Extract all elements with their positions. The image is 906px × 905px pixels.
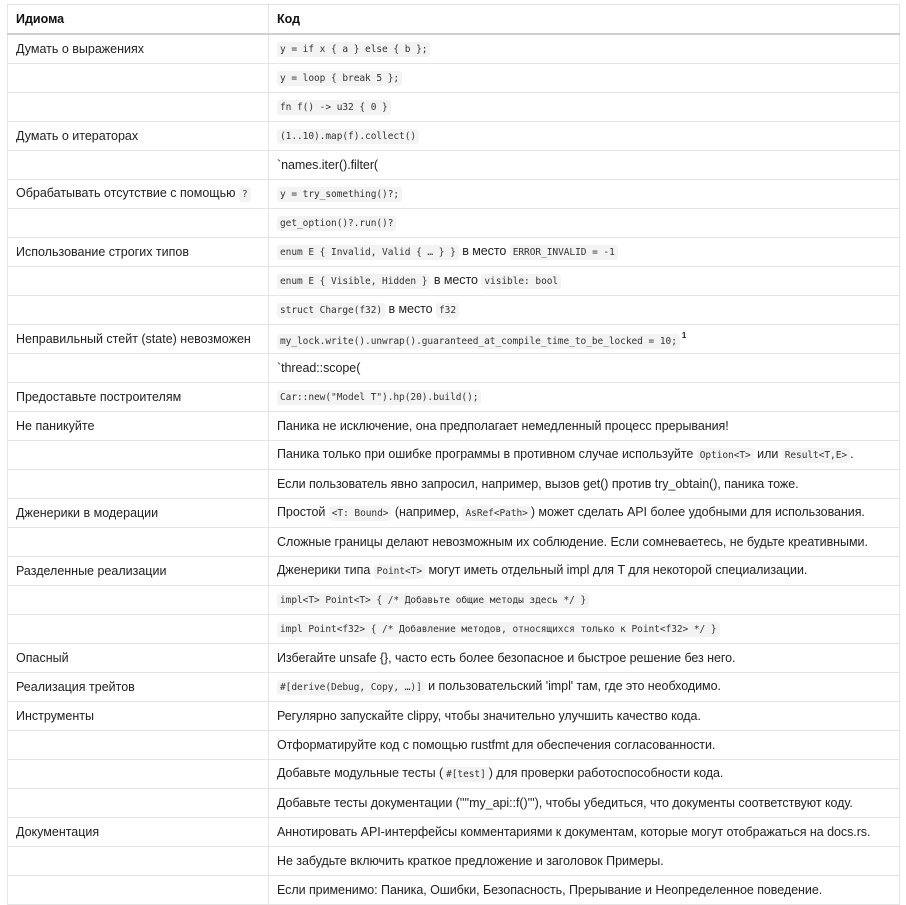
cell-text: `thread::scope(	[277, 361, 361, 375]
idiom-cell	[8, 34, 269, 64]
idiom-cell	[8, 499, 269, 528]
idiom-cell	[8, 267, 269, 296]
cell-text: Если применимо: Паника, Ошибки, Безопасность, Прерывание и Неопределенное поведение.	[277, 883, 823, 897]
code-cell	[269, 354, 900, 383]
idiom-cell	[8, 151, 269, 180]
idiom-inline-code: ?	[239, 187, 251, 202]
idiom-cell	[8, 354, 269, 383]
cell-text: Если пользователь явно запросил, например, вызов get() против try_obtain(), паника тоже.	[277, 477, 799, 491]
table-row	[8, 267, 900, 296]
idiom-cell	[8, 528, 269, 557]
code-cell	[269, 644, 900, 673]
table-body	[8, 34, 900, 905]
idiom-text: Инструменты	[16, 709, 94, 723]
table-row	[8, 818, 900, 847]
cell-text: .	[850, 447, 854, 461]
code-cell	[269, 876, 900, 905]
code-cell	[269, 441, 900, 470]
idiom-text: Дженерики в модерации	[16, 506, 159, 520]
cell-text: Аннотировать API-интерфейсы комментариями к документам, которые могут отображаться на docs.rs.	[277, 825, 871, 839]
idiom-cell	[8, 702, 269, 731]
inline-code: visible: bool	[481, 274, 561, 289]
code-cell	[269, 122, 900, 151]
code-cell	[269, 325, 900, 354]
idiom-cell	[8, 615, 269, 644]
table-row	[8, 702, 900, 731]
inline-code: struct Charge(f32)	[277, 303, 385, 318]
idiom-cell	[8, 209, 269, 238]
code-cell	[269, 34, 900, 64]
idiom-cell	[8, 180, 269, 209]
cell-text: Добавьте тесты документации (''''my_api::f()'''), чтобы убедиться, что документы соответствуют коду.	[277, 796, 853, 810]
inline-code: Car::new("Model T").hp(20).build();	[277, 390, 481, 405]
code-cell	[269, 586, 900, 615]
idiom-text: Документация	[16, 825, 100, 839]
inline-code: Point<T>	[374, 564, 425, 579]
table-row	[8, 296, 900, 325]
table-row	[8, 586, 900, 615]
table-row	[8, 760, 900, 789]
cell-text: Не забудьте включить краткое предложение и заголовок Примеры.	[277, 854, 664, 868]
cell-text: или	[753, 447, 782, 461]
code-cell	[269, 238, 900, 267]
code-cell	[269, 499, 900, 528]
table-row	[8, 209, 900, 238]
idiom-cell	[8, 760, 269, 789]
footnote-ref: 1	[681, 331, 687, 341]
idiom-cell	[8, 586, 269, 615]
cell-text: `names.iter().filter(	[277, 158, 379, 172]
idiom-cell	[8, 731, 269, 760]
cell-text: Регулярно запускайте clippy, чтобы значительно улучшить качество кода.	[277, 709, 701, 723]
table-row	[8, 64, 900, 93]
idiom-cell	[8, 847, 269, 876]
idiom-cell	[8, 818, 269, 847]
code-cell	[269, 296, 900, 325]
idiom-cell	[8, 296, 269, 325]
inline-code: Option<T>	[697, 448, 754, 463]
cell-text: Избегайте unsafe {}, часто есть более безопасное и быстрое решение без него.	[277, 651, 736, 665]
idiom-cell	[8, 470, 269, 499]
header-code: Код	[269, 5, 900, 35]
inline-code: Result<T,E>	[782, 448, 850, 463]
code-cell	[269, 528, 900, 557]
table-row	[8, 383, 900, 412]
code-cell	[269, 557, 900, 586]
idiom-text: Не паникуйте	[16, 419, 95, 433]
idiom-cell	[8, 673, 269, 702]
table-row	[8, 847, 900, 876]
code-cell	[269, 267, 900, 296]
cell-text: ) для проверки работоспособности кода.	[488, 766, 724, 780]
idiom-text: Использование строгих типов	[16, 245, 190, 259]
table-row	[8, 412, 900, 441]
table-row	[8, 354, 900, 383]
cell-text: в место	[430, 273, 482, 287]
idiom-text: Реализация трейтов	[16, 680, 135, 694]
inline-code: impl<T> Point<T> { /* Добавьте общие методы здесь */ }	[277, 593, 589, 608]
cell-text: могут иметь отдельный impl для T для некоторой специализации.	[425, 563, 808, 577]
idiom-text: Разделенные реализации	[16, 564, 167, 578]
table-row	[8, 876, 900, 905]
cell-text: в место	[385, 302, 437, 316]
code-cell	[269, 847, 900, 876]
idiom-cell	[8, 644, 269, 673]
inline-code: enum E { Visible, Hidden }	[277, 274, 430, 289]
table-row	[8, 34, 900, 64]
inline-code: impl Point<f32> { /* Добавление методов, относящихся только к Point<f32> */ }	[277, 622, 720, 637]
header-idiom: Идиома	[8, 5, 269, 35]
cell-text: Сложные границы делают невозможным их соблюдение. Если сомневаетесь, не будьте креативными.	[277, 535, 868, 549]
code-cell	[269, 209, 900, 238]
table-row	[8, 673, 900, 702]
idiom-text: Думать о выражениях	[16, 42, 145, 56]
code-cell	[269, 818, 900, 847]
code-cell	[269, 760, 900, 789]
idiom-cell	[8, 325, 269, 354]
idiom-text: Предоставьте построителям	[16, 390, 182, 404]
table-row	[8, 499, 900, 528]
code-cell	[269, 180, 900, 209]
cell-text: Простой	[277, 505, 329, 519]
cell-text: в место	[458, 244, 510, 258]
inline-code: fn f() -> u32 { 0 }	[277, 100, 391, 115]
code-cell	[269, 615, 900, 644]
inline-code: f32	[436, 303, 459, 318]
cell-text: Отформатируйте код с помощью rustfmt для обеспечения согласованности.	[277, 738, 716, 752]
inline-code: #[derive(Debug, Copy, …)]	[277, 680, 425, 695]
table-row	[8, 789, 900, 818]
code-cell	[269, 383, 900, 412]
cell-text: Добавьте модульные тесты (	[277, 766, 444, 780]
table-row	[8, 470, 900, 499]
code-cell	[269, 470, 900, 499]
inline-code: <T: Bound>	[329, 506, 392, 521]
inline-code: y = try_something()?;	[277, 187, 402, 202]
idiom-text: Обрабатывать отсутствие с помощью	[16, 186, 239, 200]
idiom-cell	[8, 557, 269, 586]
table-row	[8, 122, 900, 151]
inline-code: #[test]	[443, 767, 489, 782]
code-cell	[269, 64, 900, 93]
idiom-text: Опасный	[16, 651, 69, 665]
cell-text: и пользовательский 'impl' там, где это необходимо.	[424, 679, 721, 693]
idiom-cell	[8, 238, 269, 267]
code-cell	[269, 789, 900, 818]
table-row	[8, 644, 900, 673]
table-row	[8, 325, 900, 354]
inline-code: y = loop { break 5 };	[277, 71, 402, 86]
cell-text: (например,	[391, 505, 463, 519]
code-cell	[269, 151, 900, 180]
cell-text: Дженерики типа	[277, 563, 374, 577]
table-row	[8, 557, 900, 586]
table-row	[8, 238, 900, 267]
table-row	[8, 180, 900, 209]
table-row	[8, 615, 900, 644]
code-cell	[269, 93, 900, 122]
table-header-row	[8, 5, 900, 35]
inline-code: my_lock.write().unwrap().guaranteed_at_compile_time_to_be_locked = 10;	[277, 334, 680, 349]
inline-code: (1..10).map(f).collect()	[277, 129, 419, 144]
inline-code: AsRef<Path>	[462, 506, 530, 521]
idiom-text: Неправильный стейт (state) невозможен	[16, 332, 251, 346]
inline-code: ERROR_INVALID = -1	[510, 245, 618, 260]
code-cell	[269, 731, 900, 760]
code-cell	[269, 412, 900, 441]
table-row	[8, 528, 900, 557]
table-row	[8, 151, 900, 180]
idiom-cell	[8, 64, 269, 93]
idiom-text: Думать о итераторах	[16, 129, 139, 143]
idiom-cell	[8, 876, 269, 905]
idiom-cell	[8, 441, 269, 470]
idiom-cell	[8, 412, 269, 441]
cell-text: Паника не исключение, она предполагает немедленный процесс прерывания!	[277, 419, 729, 433]
code-cell	[269, 673, 900, 702]
inline-code: enum E { Invalid, Valid { … } }	[277, 245, 459, 260]
table-row	[8, 441, 900, 470]
table-row	[8, 731, 900, 760]
idiom-cell	[8, 383, 269, 412]
idiom-cell	[8, 93, 269, 122]
cell-text: ) может сделать API более удобными для использования.	[530, 505, 865, 519]
code-cell	[269, 702, 900, 731]
inline-code: get_option()?.run()?	[277, 216, 396, 231]
inline-code: y = if x { a } else { b };	[277, 42, 430, 57]
cell-text: Паника только при ошибке программы в противном случае используйте	[277, 447, 697, 461]
idioms-table	[7, 4, 900, 905]
table-row	[8, 93, 900, 122]
idiom-cell	[8, 789, 269, 818]
idiom-cell	[8, 122, 269, 151]
